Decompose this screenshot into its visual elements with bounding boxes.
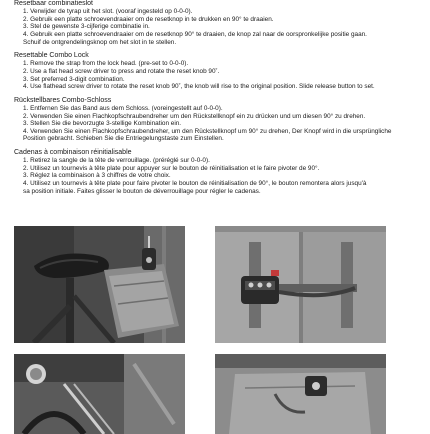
instructions-document xyxy=(14,0,418,201)
step-item: 1. Verwijder de tyrap uit het slot. (vooraf ingesteld op 0-0-0). xyxy=(23,8,193,16)
step-item: 3. Set preferred 3-digit combination. xyxy=(23,75,125,83)
photo-grid xyxy=(14,226,418,430)
step-item: 2. Use a flat head screw driver to press and rotate the reset knob 90˚. xyxy=(23,67,220,75)
step-item: 2. Utilisez un tournevis à tête plate pour appuyer sur le bouton de réinitialisation et le faire pivoter de 90°. xyxy=(23,164,320,172)
section-title: Rückstellbares Combo-Schloss xyxy=(14,96,112,104)
section-dutch xyxy=(14,0,418,46)
step-item: 3. Stellen Sie die bevorzugte 3-stellige Kombination ein. xyxy=(23,120,182,128)
section-french xyxy=(14,149,418,195)
step-item: 3. Réglez la combinaison à 3 chiffres de votre choix. xyxy=(23,172,171,180)
step-list xyxy=(14,60,418,90)
step-item: 4. Verwenden Sie einen Flachkopfschraubendreher, um den Rückstellknopf um 90° zu drehen, Der Knopf wird in die ursprüngliche xyxy=(23,127,392,135)
step-item: 2. Verwenden Sie einen Flachkopfschraubendreher um den Rückstellknopf ein zu drücken und um diesen 90° zu drehen. xyxy=(23,112,366,120)
step-item: 1. Retirez la sangle de la tête de verrouillage. (préréglé sur 0-0-0). xyxy=(23,157,210,165)
step-item: 1. Remove the strap from the lock head. (pre-set to 0-0-0). xyxy=(23,60,189,68)
step-item: 4. Utilisez un tournevis à tête plate pour faire pivoter le bouton de réinitialisation de 90°, le bouton remontera alors jusqu'à xyxy=(23,179,367,187)
photo-bike-wheel xyxy=(14,354,185,434)
section-title: Resettable Combo Lock xyxy=(14,52,89,60)
step-item: 4. Use flathead screw driver to rotate the reset knob 90˚, the knob will rise to the original position. Slide release button to set. xyxy=(23,83,375,91)
section-title: Cadenas à combinaison réinitialisable xyxy=(14,148,132,156)
step-item: sa position initiale. Faites glisser le bouton de déverrouillage pour régler le cadenas. xyxy=(23,187,261,195)
step-item: Position gebracht. Schieben Sie die Entriegelungstaste zum Einstellen. xyxy=(23,135,224,143)
section-title: Resetbaar combinatieslot xyxy=(14,0,93,7)
section-english xyxy=(14,52,418,91)
step-item: Schuif de ontgrendelingsknop om het slot in te stellen. xyxy=(23,38,177,46)
step-list xyxy=(14,8,418,46)
photo-combination-lock xyxy=(215,226,386,343)
step-item: 1. Entfernen Sie das Band aus dem Schloss. (voreingestellt auf 0-0-0). xyxy=(23,104,223,112)
step-item: 2. Gebruik een platte schroevendraaier om de resetknop in te drukken en 90° te draaien. xyxy=(23,15,274,23)
step-list xyxy=(14,157,418,195)
step-list xyxy=(14,105,418,143)
photo-bag-detail xyxy=(215,354,386,434)
step-item: 4. Gebruik een platte schroevendraaier om de resetknop 90° te draaien, de knop zal naar de oorspronkelijke positie gaan. xyxy=(23,30,367,38)
step-item: 3. Stel de gewenste 3-cijferige combinatie in. xyxy=(23,23,150,31)
photo-bike-saddle-bag xyxy=(14,226,185,343)
section-german xyxy=(14,97,418,143)
